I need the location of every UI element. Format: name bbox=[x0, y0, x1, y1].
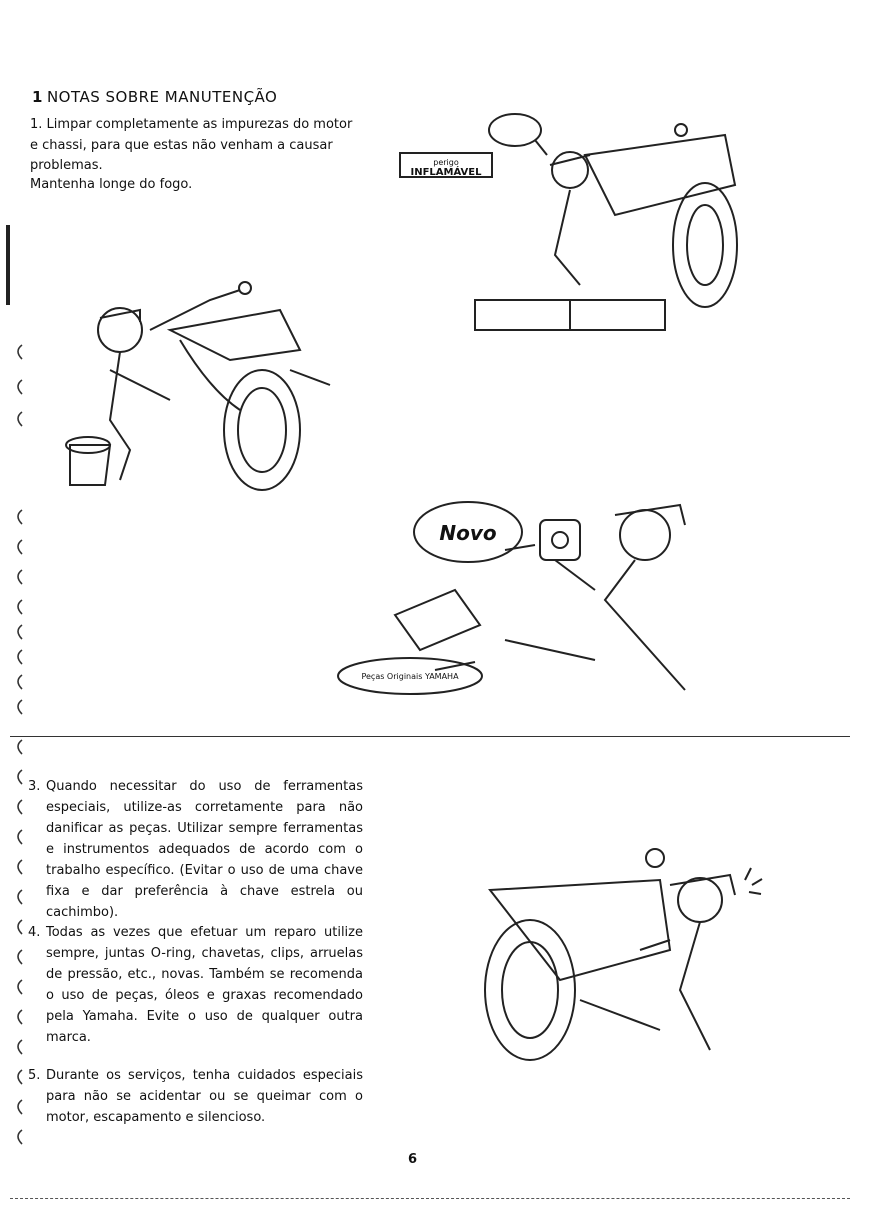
intro-item bbox=[30, 115, 360, 177]
bottom-divider bbox=[10, 1198, 850, 1199]
heading-number: 1 bbox=[32, 88, 43, 106]
intro-note: Mantenha longe do fogo. bbox=[30, 177, 193, 192]
speech-bubble-text: Novo bbox=[439, 521, 497, 545]
list-item bbox=[28, 776, 363, 923]
section-divider bbox=[10, 736, 850, 737]
parts-label: Peças Originais YAMAHA bbox=[361, 672, 459, 681]
intro-text: Limpar completamente as impurezas do motor e chassi, para que estas não venham a causar problemas. bbox=[30, 117, 353, 173]
section-heading bbox=[32, 88, 277, 106]
intro-item-number: 1. bbox=[30, 117, 43, 132]
illustration-confused-mechanic bbox=[460, 840, 780, 1070]
item-text: Todas as vezes que efetuar um reparo utilize sempre, juntas O-ring, chavetas, clips, arruelas de pressão, etc., novas. Também se recomenda o uso de peças, óleos e graxas recomendado pela Yamaha. Evite o uso de qualquer outra marca. bbox=[46, 925, 363, 1045]
illustration-flammable-warning bbox=[395, 105, 770, 345]
illustration-new-part bbox=[335, 490, 710, 705]
danger-sign-line2: INFLAMÁVEL bbox=[410, 167, 482, 178]
item-text: Durante os serviços, tenha cuidados especiais para não se acidentar ou se queimar com o motor, escapamento e silencioso. bbox=[46, 1068, 363, 1125]
heading-text: NOTAS SOBRE MANUTENÇÃO bbox=[46, 88, 278, 106]
item-number: 3. bbox=[28, 779, 41, 794]
item-number: 5. bbox=[28, 1068, 41, 1083]
item-number: 4. bbox=[28, 925, 41, 940]
item-text: Quando necessitar do uso de ferramentas especiais, utilize-as corretamente para não danificar as peças. Utilizar sempre ferramentas e instrumentos adequados de acordo com o trabalho específico. (Evitar o uso de uma chave fixa e dar preferência à chave estrela ou cachimbo). bbox=[46, 779, 363, 920]
danger-sign-line1: perigo bbox=[433, 158, 459, 167]
illustration-washing-motorcycle bbox=[30, 270, 340, 500]
list-item bbox=[28, 922, 363, 1048]
list-item bbox=[28, 1065, 363, 1128]
page-number: 6 bbox=[408, 1152, 418, 1167]
